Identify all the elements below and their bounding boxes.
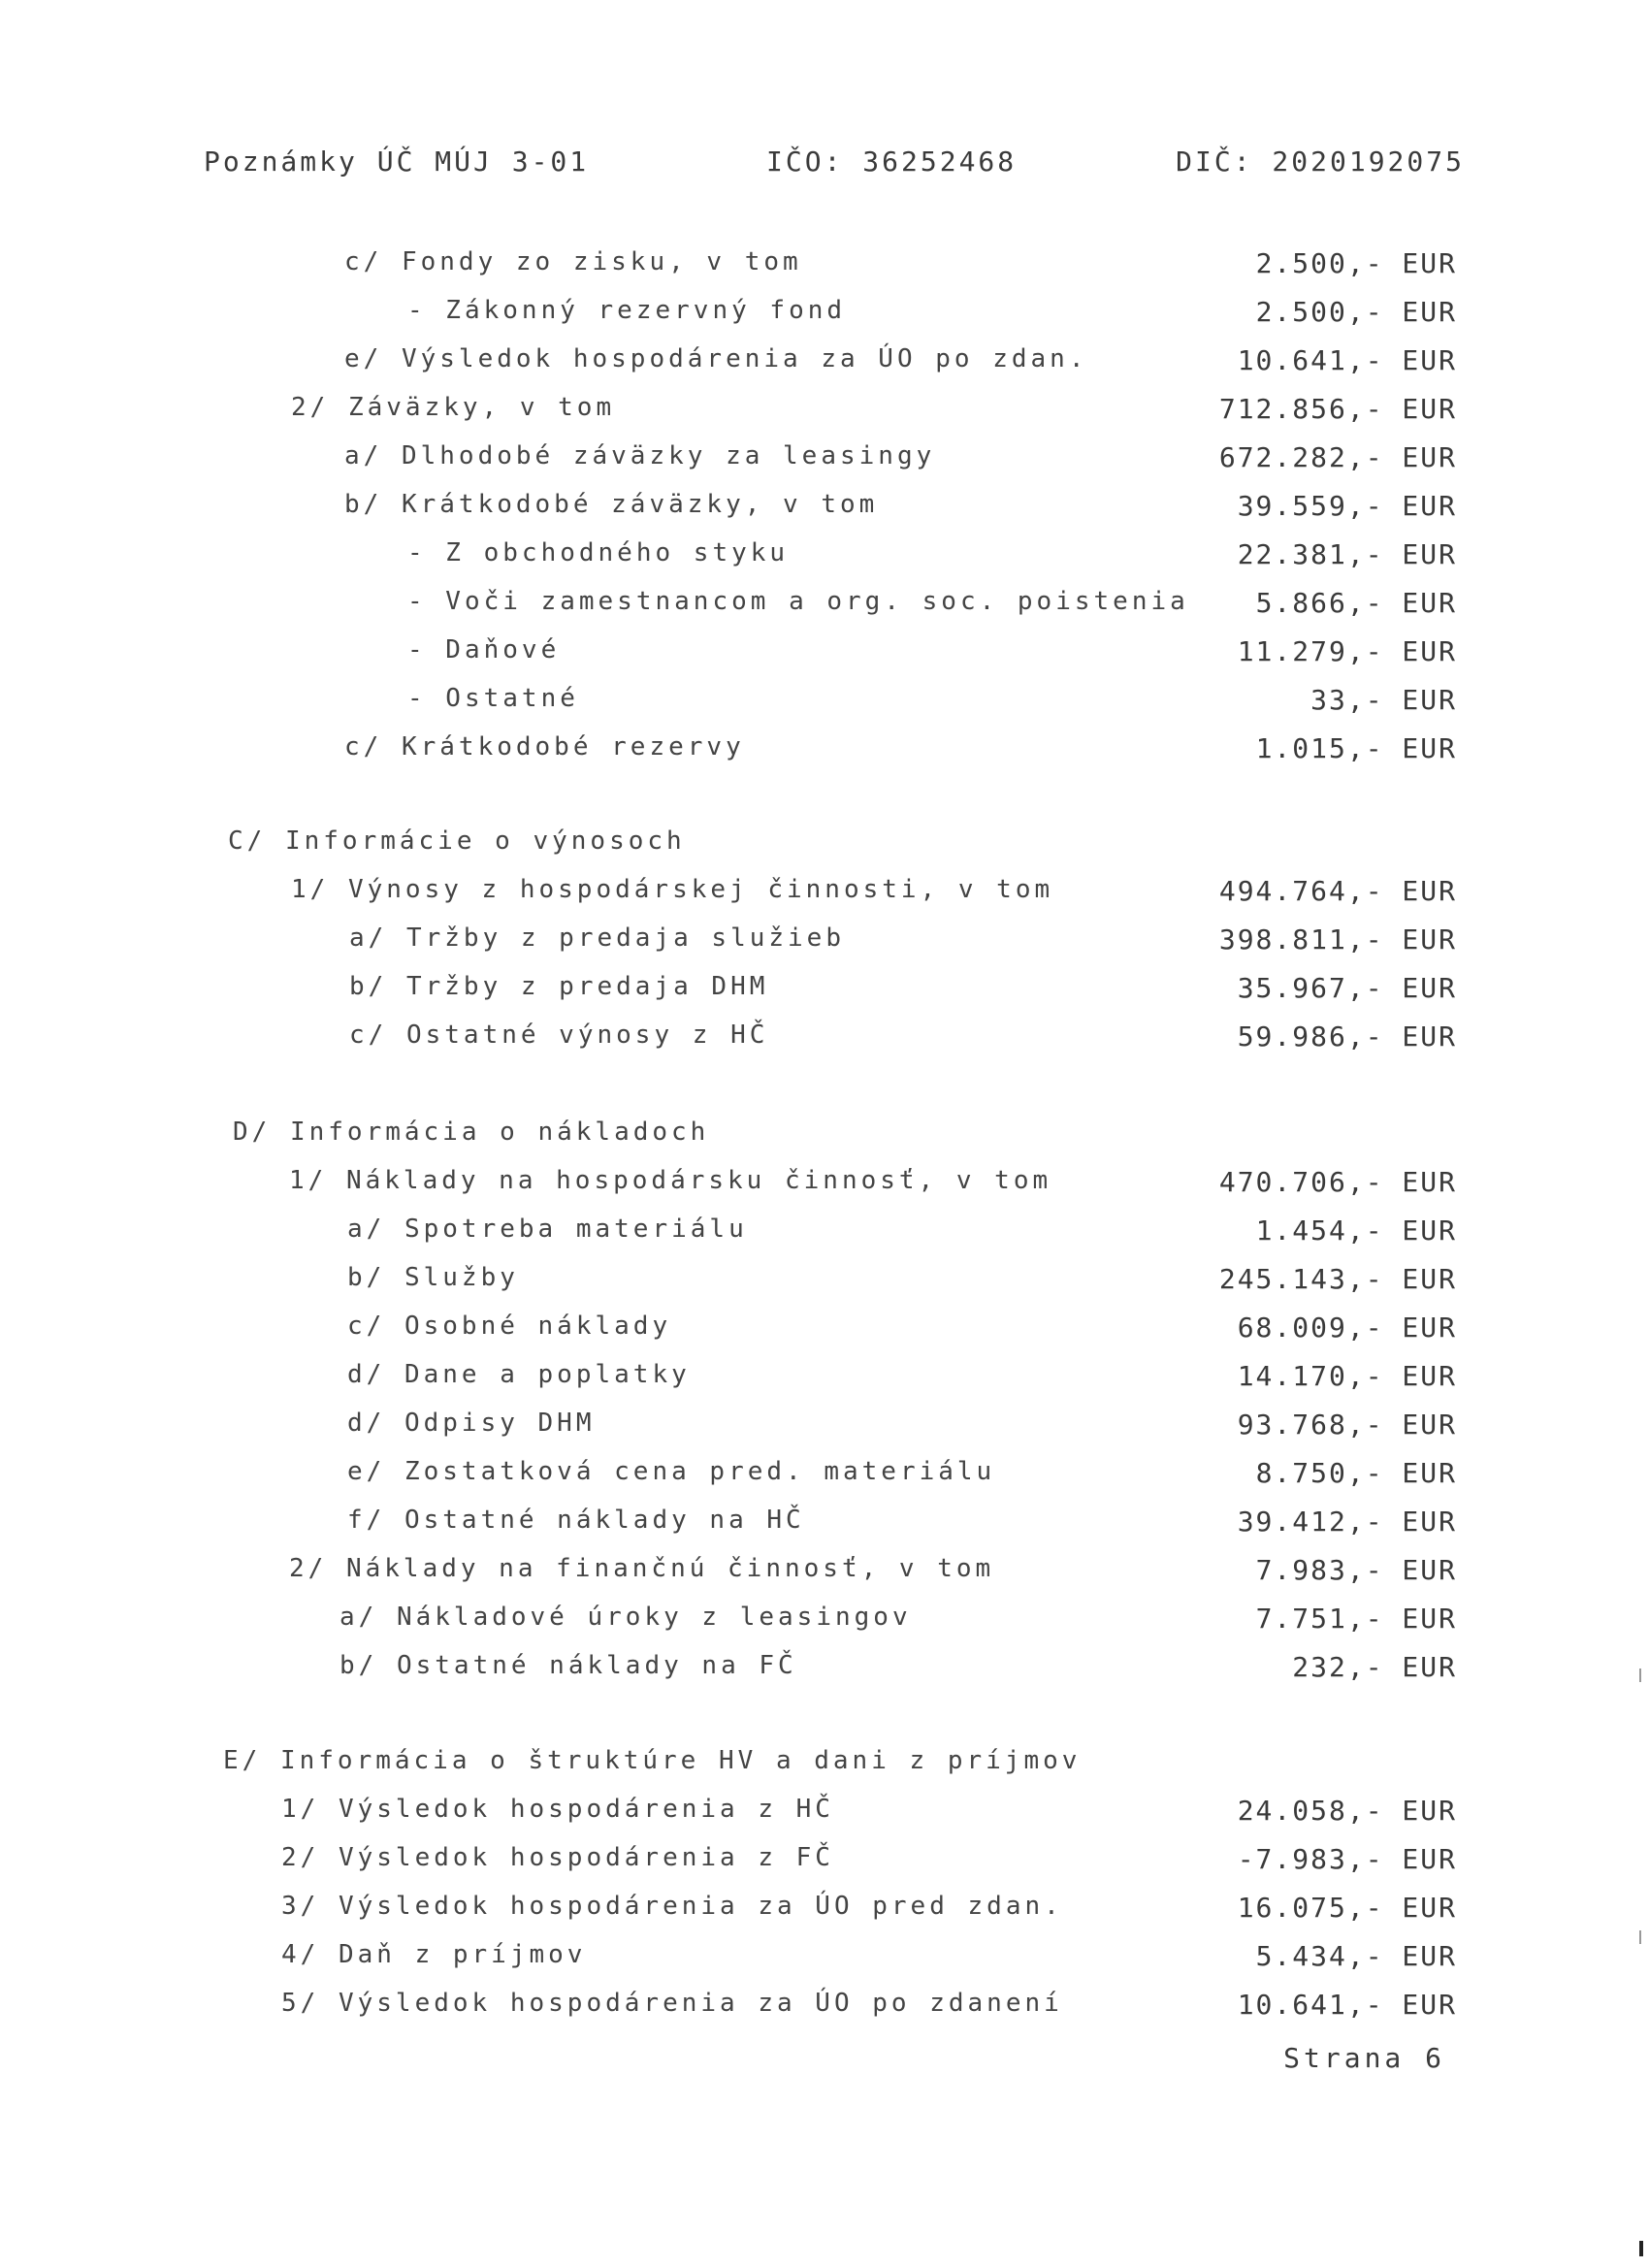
section-title: D/ Informácia o nákladoch — [233, 1118, 710, 1147]
list-item — [0, 1166, 1649, 1205]
row-label: - Daňové — [407, 635, 561, 664]
list-item — [0, 635, 1649, 674]
list-item — [0, 1021, 1649, 1059]
row-value: 33,- EUR — [1310, 684, 1457, 716]
row-label: - Voči zamestnancom a org. soc. poistenia — [407, 587, 1189, 616]
row-value: 10.641,- EUR — [1237, 344, 1457, 376]
row-value: 14.170,- EUR — [1237, 1360, 1457, 1392]
row-value: 22.381,- EUR — [1237, 538, 1457, 570]
row-label: e/ Výsledok hospodárenia za ÚO po zdan. — [344, 344, 1088, 373]
section-heading — [0, 1746, 1649, 1785]
row-label: d/ Dane a poplatky — [347, 1360, 691, 1389]
section-heading — [0, 826, 1649, 865]
row-label: a/ Nákladové úroky z leasingov — [340, 1603, 912, 1632]
row-value: 39.412,- EUR — [1237, 1506, 1457, 1538]
list-item — [0, 875, 1649, 914]
row-value: 5.434,- EUR — [1255, 1940, 1457, 1972]
row-label: b/ Krátkodobé záväzky, v tom — [344, 490, 879, 519]
list-item — [0, 1263, 1649, 1302]
row-value: 7.751,- EUR — [1255, 1603, 1457, 1635]
row-label: - Zákonný rezervný fond — [407, 296, 847, 325]
header-center: IČO: 36252468 — [766, 146, 1018, 178]
row-value: 68.009,- EUR — [1237, 1312, 1457, 1344]
row-label: 1/ Náklady na hospodársku činnosť, v tom — [289, 1166, 1052, 1195]
row-label: 2/ Záväzky, v tom — [291, 393, 616, 422]
row-value: 712.856,- EUR — [1218, 393, 1457, 425]
list-item — [0, 1312, 1649, 1350]
row-value: 39.559,- EUR — [1237, 490, 1457, 522]
row-label: a/ Spotreba materiálu — [347, 1215, 748, 1244]
list-item — [0, 1554, 1649, 1593]
row-value: 16.075,- EUR — [1237, 1892, 1457, 1924]
row-value: -7.983,- EUR — [1237, 1843, 1457, 1875]
list-item — [0, 1603, 1649, 1641]
row-value: 93.768,- EUR — [1237, 1409, 1457, 1441]
row-value: 494.764,- EUR — [1218, 875, 1457, 907]
list-item — [0, 1651, 1649, 1690]
list-item — [0, 1457, 1649, 1496]
section-heading — [0, 1118, 1649, 1156]
row-value: 1.015,- EUR — [1255, 732, 1457, 764]
row-label: 2/ Náklady na finančnú činnosť, v tom — [289, 1554, 995, 1583]
list-item — [0, 490, 1649, 529]
list-item — [0, 393, 1649, 432]
list-item — [0, 587, 1649, 626]
scan-mark — [1639, 1669, 1641, 1682]
row-value: 10.641,- EUR — [1237, 1989, 1457, 2021]
row-label: c/ Ostatné výnosy z HČ — [349, 1021, 769, 1050]
row-value: 398.811,- EUR — [1218, 923, 1457, 956]
row-label: - Ostatné — [407, 684, 579, 713]
row-value: 5.866,- EUR — [1255, 587, 1457, 619]
section-title: C/ Informácie o výnosoch — [228, 826, 686, 856]
row-label: a/ Tržby z predaja služieb — [349, 923, 845, 953]
row-value: 672.282,- EUR — [1218, 441, 1457, 473]
row-value: 8.750,- EUR — [1255, 1457, 1457, 1489]
scan-mark — [1639, 1930, 1641, 1944]
row-label: 3/ Výsledok hospodárenia za ÚO pred zdan. — [281, 1892, 1063, 1921]
row-value: 245.143,- EUR — [1218, 1263, 1457, 1295]
list-item — [0, 923, 1649, 962]
list-item — [0, 972, 1649, 1011]
list-item — [0, 732, 1649, 771]
row-value: 24.058,- EUR — [1237, 1795, 1457, 1827]
row-label: 4/ Daň z príjmov — [281, 1940, 587, 1969]
list-item — [0, 1360, 1649, 1399]
list-item — [0, 1892, 1649, 1930]
row-label: 1/ Výnosy z hospodárskej činnosti, v tom — [291, 875, 1054, 904]
row-label: 1/ Výsledok hospodárenia z HČ — [281, 1795, 834, 1824]
list-item — [0, 296, 1649, 335]
row-label: c/ Krátkodobé rezervy — [344, 732, 745, 761]
row-value: 1.454,- EUR — [1255, 1215, 1457, 1247]
row-label: 5/ Výsledok hospodárenia za ÚO po zdanení — [281, 1989, 1063, 2018]
row-label: f/ Ostatné náklady na HČ — [347, 1506, 805, 1535]
list-item — [0, 1506, 1649, 1544]
list-item — [0, 1843, 1649, 1882]
row-label: c/ Fondy zo zisku, v tom — [344, 247, 802, 276]
list-item — [0, 1409, 1649, 1447]
list-item — [0, 684, 1649, 723]
list-item — [0, 1795, 1649, 1833]
header-right: DIČ: 2020192075 — [1176, 146, 1465, 178]
row-label: 2/ Výsledok hospodárenia z FČ — [281, 1843, 834, 1872]
row-value: 2.500,- EUR — [1255, 247, 1457, 279]
list-item — [0, 538, 1649, 577]
row-value: 35.967,- EUR — [1237, 972, 1457, 1004]
scan-mark — [1639, 2241, 1643, 2256]
list-item — [0, 1215, 1649, 1253]
row-label: b/ Služby — [347, 1263, 519, 1292]
row-label: e/ Zostatková cena pred. materiálu — [347, 1457, 996, 1486]
row-value: 470.706,- EUR — [1218, 1166, 1457, 1198]
list-item — [0, 247, 1649, 286]
list-item — [0, 1989, 1649, 2027]
page-number: Strana 6 — [1283, 2042, 1445, 2074]
row-label: a/ Dlhodobé záväzky za leasingy — [344, 441, 936, 470]
row-value: 11.279,- EUR — [1237, 635, 1457, 667]
list-item — [0, 344, 1649, 383]
row-label: d/ Odpisy DHM — [347, 1409, 596, 1438]
row-label: b/ Tržby z predaja DHM — [349, 972, 769, 1001]
list-item — [0, 1940, 1649, 1979]
row-value: 59.986,- EUR — [1237, 1021, 1457, 1053]
row-label: c/ Osobné náklady — [347, 1312, 672, 1341]
row-label: - Z obchodného styku — [407, 538, 790, 567]
row-label: b/ Ostatné náklady na FČ — [340, 1651, 797, 1680]
row-value: 232,- EUR — [1292, 1651, 1457, 1683]
section-title: E/ Informácia o štruktúre HV a dani z príjmov — [223, 1746, 1082, 1775]
row-value: 2.500,- EUR — [1255, 296, 1457, 328]
header-left: Poznámky ÚČ MÚJ 3-01 — [204, 146, 590, 178]
row-value: 7.983,- EUR — [1255, 1554, 1457, 1586]
list-item — [0, 441, 1649, 480]
